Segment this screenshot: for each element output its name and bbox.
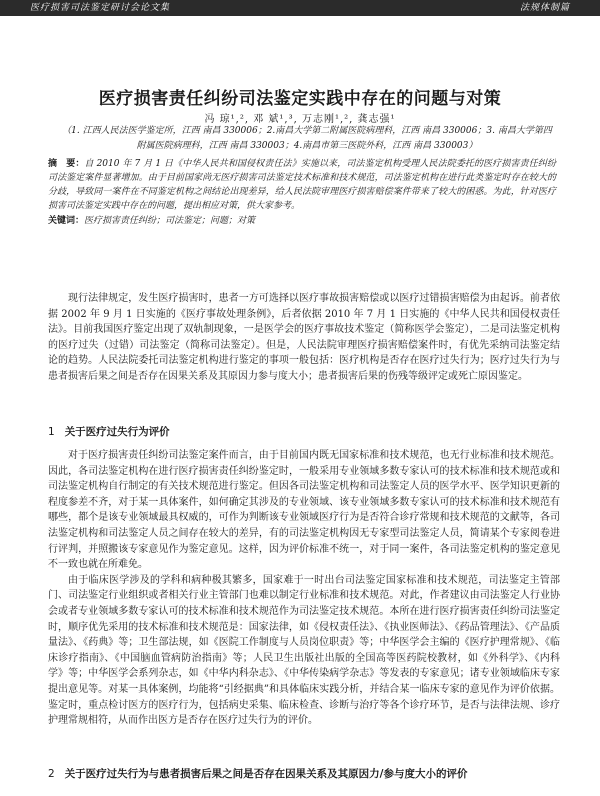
paragraph: 由于临床医学涉及的学科和病种极其繁多，国家难于一时出台司法鉴定国家标准和技术规范，司法鉴定主管部门、司法鉴定行业组织或者相关行业主管部门也难以制定行业标准和技术规范。对此，作者建议由司法鉴定人行业协会或者专业领域多数专家认可的技术标准和技术规范作为司法鉴定技术规范。本所在进行医疗损害责任纠纷司法鉴定时，顺序优先采用的技术标准和技术规范是：国家法律，如《侵权责任法》、《执业医师法》、《药品管理法》、《产品质量法》、《药典》等；卫生部法规，如《医院工作制度与人员岗位职责》等；中华医学会主编的《医疗护理常规》、《临床诊疗指南》、《中国脑血管病防治指南》等；人民卫生出版社出版的全国高等医药院校教材，如《外科学》、《内科学》等；中华医学会系列杂志，如《中华内科杂志》、《中华传染病学杂志》等发表的专家意见；诸专业领域临床专家提出意见等。对某一具体案例，均能将“引经据典”和具体临床实践分析，并结合某一临床专家的意见作为评价依据。鉴定时，重点检讨医方的医疗行为，包括病史采集、临床检查、诊断与治疗等各个诊疗环节，是否与法律法规、诊疗护理常规相符，从而作出医方是否存在医疗过失行为的评价。	[48, 574, 560, 727]
section-1-heading	[48, 424, 170, 439]
section-number: 2	[48, 768, 55, 780]
abstract-label: 摘 要：	[48, 159, 85, 169]
running-header	[0, 0, 600, 16]
section-title: 关于医疗过失行为评价	[64, 426, 170, 438]
section-name: 法规体制篇	[519, 3, 570, 13]
abstract-text: 自 2010 年 7 月 1 日《中华人民共和国侵权责任法》实施以来，司法鉴定机构受理人民法院委托的医疗损害责任纠纷司法鉴定案件显著增加。由于目前国家尚无医疗损害司法鉴定技术标准和技术规范，司法鉴定机构在进行此类鉴定时存在较大的分歧，导致同一案件在不同鉴定机构之间结论出现差异，给人民法院审理医疗损害赔偿案件带来了较大的困惑。为此，针对医疗损害司法鉴定实践中存在的问题，提出相应对策，供大家参考。	[48, 159, 556, 211]
section-title: 关于医疗过失行为与患者损害后果之间是否存在因果关系及其原因力/参与度大小的评价	[64, 768, 468, 780]
paragraph: 对于医疗损害责任纠纷司法鉴定案件而言，由于目前国内既无国家标准和技术规范，也无行业标准和技术规范。因此，各司法鉴定机构在进行医疗损害责任纠纷鉴定时，一般采用专业领域多数专家认可的技术标准和技术规范或和司法鉴定机构自行制定的有关技术规范进行鉴定。但因各司法鉴定机构和司法鉴定人员的医学水平、医学知识更新的程度参差不齐，对于某一具体案件，如何确定其涉及的专业领域、该专业领域多数专家认可的技术标准和技术规范有哪些，都个是该专业领域最具权威的，可作为判断该专业领域医疗行为是否符合诊疗常规和技术规范的文献等，各司法鉴定机构和司法鉴定人员之间存在较大的差异，有的司法鉴定机构因无专家型司法鉴定人员，简请某个专家阅卷进行评判，并照搬该专家意见作为鉴定意见。这样，因为评价标准不统一，对于同一案件，各司法鉴定机构的鉴定意见不一致也就在所难免。	[48, 450, 560, 571]
section-1-body	[48, 448, 560, 729]
authors: 冯 琼¹,², 邓 斌¹,³, 万志刚¹,², 龚志强¹	[204, 114, 396, 125]
abstract	[48, 157, 556, 228]
paper-title: 医疗损害责任纠纷司法鉴定实践中存在的问题与对策	[98, 89, 502, 109]
intro-section	[48, 291, 560, 385]
intro-paragraph: 现行法律规定，发生医疗损害时，患者一方可选择以医疗事故损害赔偿或以医疗过错损害赔偿为由起诉。前者依据 2002 年 9 月 1 日实施的《医疗事故处理条例》，后者依据 2010 年 7 月 1 日实施的《中华人民共和国侵权责任法》。目前我国医疗鉴定出现了双轨制现象，一是医学会的医疗事故技术鉴定（简称医学会鉴定），二是司法鉴定机构的医疗过失（过错）司法鉴定（简称司法鉴定）。但是，人民法院审理医疗损害赔偿案件时，有优先采纳司法鉴定结论的趋势。人民法院委托司法鉴定机构进行鉴定的事项一般包括：医疗机构是否存在医疗过失行为；医疗过失行为与患者损害后果之间是否存在因果关系及其原因力参与度大小；患者损害后果的伤残等级评定或死亡原因鉴定。	[48, 293, 560, 382]
section-number: 1	[48, 426, 55, 438]
keywords	[48, 214, 556, 228]
journal-name: 医疗损害司法鉴定研讨会论文集	[30, 3, 171, 13]
section-2-heading	[48, 766, 468, 781]
keywords-label: 关键词：	[48, 216, 85, 226]
affiliations: （1. 江西人民法医学鉴定所，江西 南昌 330006；2.南昌大学第二附属医院病理科，江西 南昌 330006；3. 南昌大学第四附属医院病理科，江西 南昌 330003；4.南昌市第三医院外科，江西 南昌 330003）	[62, 126, 552, 151]
keywords-text: 医疗损害责任纠纷；司法鉴定；问题；对策	[84, 216, 256, 226]
